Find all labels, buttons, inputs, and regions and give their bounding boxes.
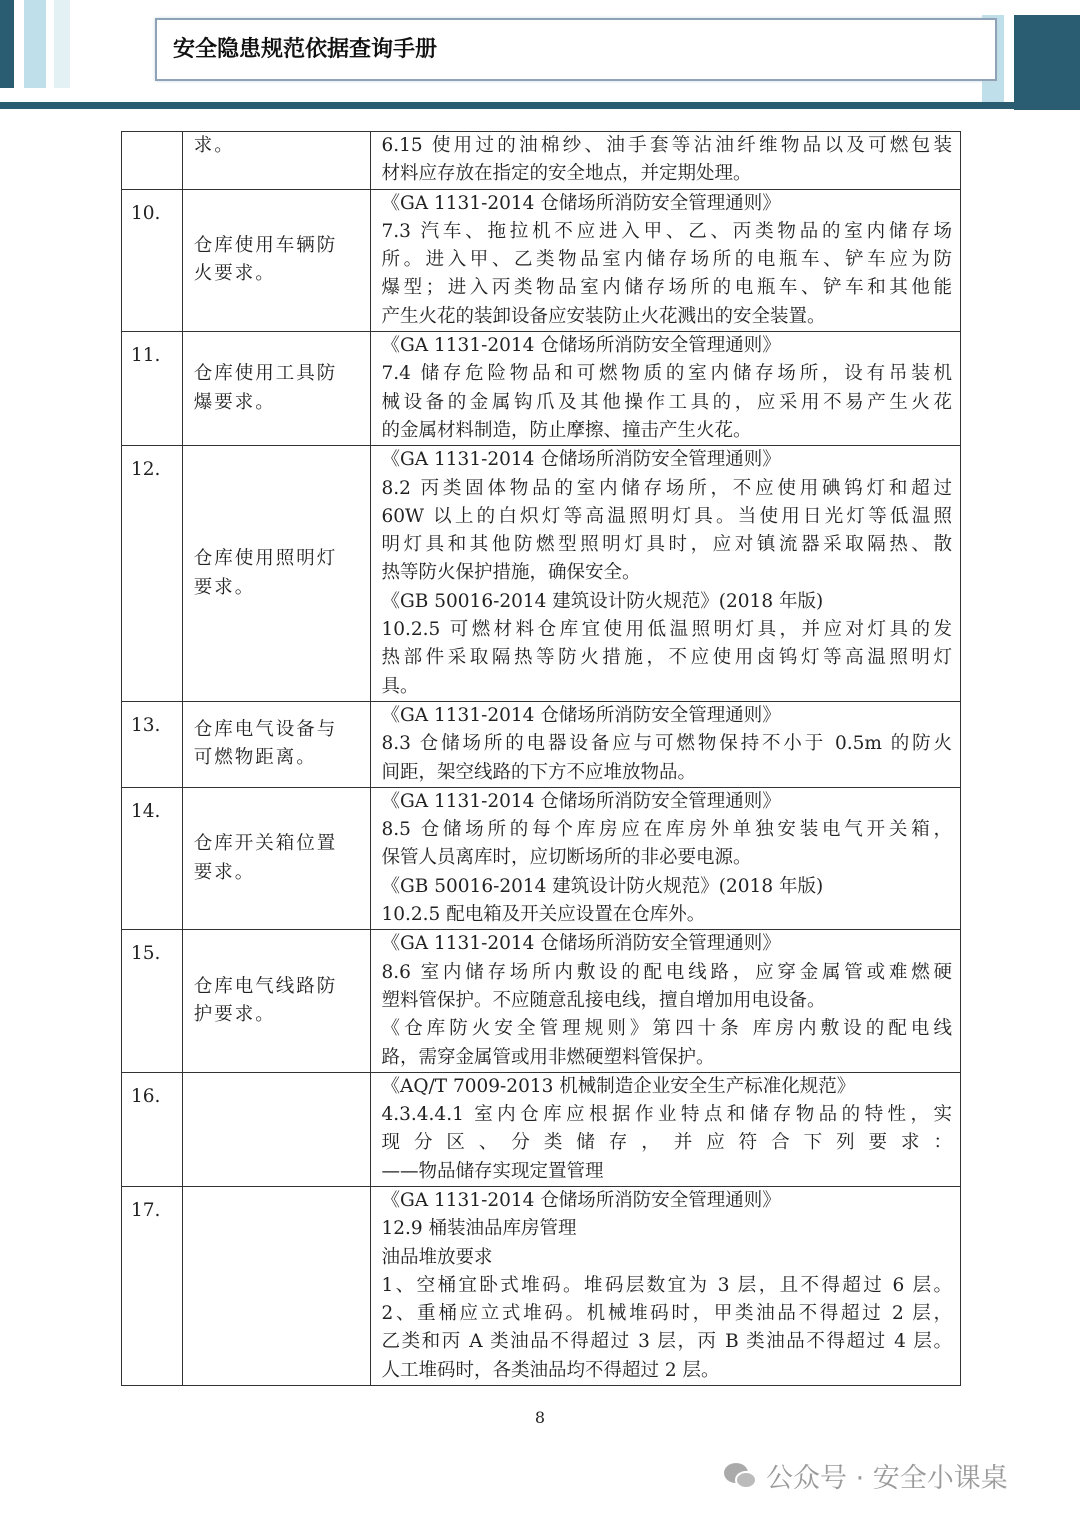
hazard-item (182, 930, 371, 1072)
hazard-item-line: 火要求。 (193, 263, 276, 285)
basis-line: 《AQ/T 7009-2013 机械制造企业安全生产标准化规范》 (381, 1075, 856, 1097)
row-number: 13. (122, 701, 183, 787)
basis-line: 8.3 仓储场所的电器设备应与可燃物保持不小于 0.5m 的防火 (381, 733, 952, 755)
hazard-item-line: 仓库使用照明灯 (193, 548, 338, 570)
hazard-item (182, 701, 371, 787)
basis-line: 10.2.5 配电箱及开关应设置在仓库外。 (381, 904, 706, 926)
table-row (122, 701, 961, 787)
basis-line: 保管人员离库时，应切断场所的非必要电源。 (381, 847, 752, 869)
row-number: 17. (122, 1186, 183, 1385)
table-row (122, 132, 961, 190)
basis-line: 明灯具和其他防燃型照明灯具时，应对镇流器采取隔热、散 (381, 534, 952, 556)
basis-line: 械设备的金属钩爪及其他操作工具的，应采用不易产生火花 (381, 391, 952, 413)
basis-line: 7.4 储存危险物品和可燃物质的室内储存场所，设有吊装机 (381, 363, 952, 385)
hazard-item-line: 仓库电气线路防 (193, 975, 338, 997)
basis-line: 热部件采取隔热等防火措施，不应使用卤钨灯等高温照明灯 (381, 647, 952, 669)
regulation-basis (371, 787, 961, 929)
regulation-basis (371, 332, 961, 446)
basis-line: 具。 (381, 675, 419, 697)
row-number: 15. (122, 930, 183, 1072)
header-rule (0, 102, 1080, 109)
basis-line: 间距，架空线路的下方不应堆放物品。 (381, 761, 696, 783)
basis-line: 8.6 室内储存场所内敷设的配电线路，应穿金属管或难燃硬 (381, 961, 952, 983)
hazard-item-line: 可燃物距离。 (193, 747, 317, 769)
basis-line: 人工堆码时，各类油品均不得超过 2 层。 (381, 1359, 720, 1381)
row-number: 11. (122, 332, 183, 446)
row-number: 16. (122, 1072, 183, 1186)
row-number (122, 132, 183, 190)
hazard-item (182, 1186, 371, 1385)
table-row (122, 787, 961, 929)
table-row (122, 930, 961, 1072)
regulation-basis (371, 1072, 961, 1186)
basis-line: 《GA 1131-2014 仓储场所消防安全管理通则》 (381, 1189, 781, 1211)
wechat-icon (722, 1461, 758, 1491)
document-title: 安全隐患规范依据查询手册 (173, 37, 438, 62)
hazard-item-line: 要求。 (193, 861, 256, 883)
table-row (122, 189, 961, 331)
basis-line: 1、空桶宜卧式堆码。堆码层数宜为 3 层，且不得超过 6 层。 (381, 1274, 952, 1296)
table-row (122, 446, 961, 702)
hazard-item-line: 护要求。 (193, 1004, 276, 1026)
basis-line: 《GA 1131-2014 仓储场所消防安全管理通则》 (381, 933, 781, 955)
basis-line: 的金属材料制造，防止摩擦、撞击产生火花。 (381, 419, 752, 441)
basis-line: 《GA 1131-2014 仓储场所消防安全管理通则》 (381, 790, 781, 812)
hazard-item (182, 132, 371, 190)
header-decoration-left-pale (54, 0, 70, 88)
regulation-table (121, 131, 961, 1386)
header-decoration-left-dark (0, 0, 14, 88)
basis-line: 2、重桶应立式堆码。机械堆码时，甲类油品不得超过 2 层， (381, 1303, 952, 1325)
basis-line: 60W 以上的白炽灯等高温照明灯具。当使用日光灯等低温照 (381, 505, 952, 527)
regulation-basis (371, 132, 961, 190)
basis-line: 6.15 使用过的油棉纱、油手套等沾油纤维物品以及可燃包装 (381, 135, 952, 156)
basis-line: 材料应存放在指定的安全地点，并定期处理。 (381, 163, 752, 185)
hazard-item-line: 求。 (193, 135, 235, 156)
regulation-basis (371, 446, 961, 702)
hazard-item (182, 1072, 371, 1186)
hazard-item-line: 仓库开关箱位置 (193, 833, 338, 855)
basis-line: 8.5 仓储场所的每个库房应在库房外单独安装电气开关箱， (381, 819, 952, 841)
hazard-item (182, 332, 371, 446)
basis-line: 产生火花的装卸设备应安装防止火花溅出的安全装置。 (381, 305, 826, 327)
hazard-item (182, 446, 371, 702)
page-number: 8 (534, 1408, 546, 1427)
basis-line: 4.3.4.4.1 室内仓库应根据作业特点和储存物品的特性，实 (381, 1104, 952, 1126)
hazard-item (182, 189, 371, 331)
watermark-text: 公众号 · 安全小课桌 (766, 1463, 1008, 1494)
basis-line: 路，需穿金属管或用非燃硬塑料管保护。 (381, 1046, 715, 1068)
basis-line: 8.2 丙类固体物品的室内储存场所，不应使用碘钨灯和超过 (381, 477, 952, 499)
header-decoration-left-light (24, 0, 46, 88)
basis-line: 油品堆放要求 (381, 1246, 493, 1268)
header-title-box (155, 18, 997, 81)
regulation-basis (371, 1186, 961, 1385)
basis-line: 爆型；进入丙类物品室内储存场所的电瓶车、铲车和其他能 (381, 277, 952, 299)
basis-line: 《GA 1131-2014 仓储场所消防安全管理通则》 (381, 704, 781, 726)
basis-line: 乙类和丙 A 类油品不得超过 3 层，丙 B 类油品不得超过 4 层。 (381, 1331, 952, 1353)
basis-line: 《仓库防火安全管理规则》第四十条 库房内敷设的配电线 (381, 1018, 952, 1040)
hazard-item-line: 要求。 (193, 576, 256, 598)
basis-line: 《GA 1131-2014 仓储场所消防安全管理通则》 (381, 192, 781, 214)
basis-line: 所。进入甲、乙类物品室内储存场所的电瓶车、铲车应为防 (381, 249, 952, 271)
basis-line: 7.3 汽车、拖拉机不应进入甲、乙、丙类物品的室内储存场 (381, 220, 952, 242)
basis-line: 10.2.5 可燃材料仓库宜使用低温照明灯具，并应对灯具的发 (381, 619, 952, 641)
hazard-item (182, 787, 371, 929)
basis-line: 《GA 1131-2014 仓储场所消防安全管理通则》 (381, 335, 781, 357)
row-number: 14. (122, 787, 183, 929)
header-decoration-right-dark (1014, 15, 1080, 110)
table-row (122, 332, 961, 446)
regulation-basis (371, 189, 961, 331)
basis-line: 热等防火保护措施，确保安全。 (381, 562, 641, 584)
basis-line: 12.9 桶装油品库房管理 (381, 1218, 577, 1240)
hazard-item-line: 仓库电气设备与 (193, 719, 338, 741)
table-row (122, 1072, 961, 1186)
hazard-item-line: 爆要求。 (193, 391, 276, 413)
basis-line: 塑料管保护。不应随意乱接电线，擅自增加用电设备。 (381, 989, 826, 1011)
row-number: 10. (122, 189, 183, 331)
regulation-basis (371, 930, 961, 1072)
basis-line: ——物品储存实现定置管理 (381, 1160, 604, 1182)
basis-line: 《GB 50016-2014 建筑设计防火规范》(2018 年版) (381, 590, 824, 612)
hazard-item-line: 仓库使用车辆防 (193, 235, 338, 257)
row-number: 12. (122, 446, 183, 702)
basis-line: 《GA 1131-2014 仓储场所消防安全管理通则》 (381, 449, 781, 471)
table-row (122, 1186, 961, 1385)
hazard-item-line: 仓库使用工具防 (193, 363, 338, 385)
regulation-basis (371, 701, 961, 787)
watermark (722, 1456, 1008, 1495)
basis-line: 现分区、分类储存，并应符合下列要求： (381, 1132, 952, 1154)
basis-line: 《GB 50016-2014 建筑设计防火规范》(2018 年版) (381, 875, 824, 897)
